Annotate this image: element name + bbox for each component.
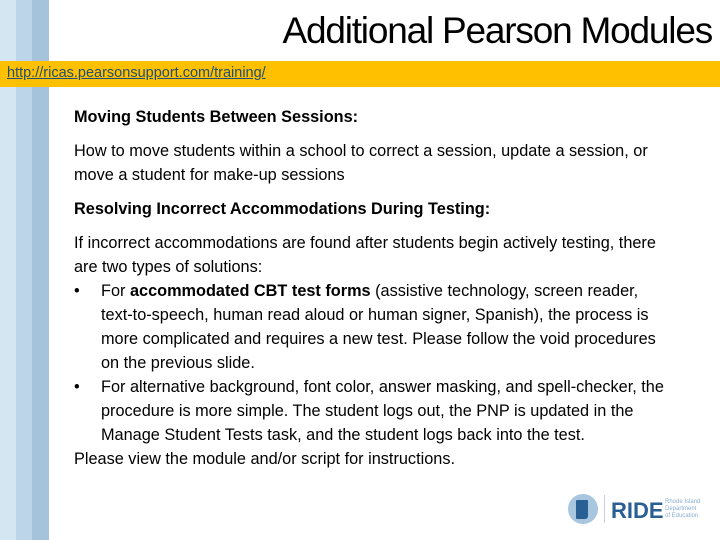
- bullet-icon: •: [74, 282, 80, 300]
- rhode-island-icon: [568, 494, 598, 524]
- bullet-item: • For accommodated CBT test forms (assistive technology, screen reader, text-to-speech, human read aloud or human signer, Spanish), the process is more complicated and requires a new test. Please follow the void procedures on the previous slide.: [74, 279, 674, 375]
- closing-text: Please view the module and/or script for instructions.: [74, 450, 455, 468]
- training-link[interactable]: http://ricas.pearsonsupport.com/training/: [7, 65, 266, 81]
- slide-content: [74, 105, 674, 471]
- ride-logo: RIDE Rhode Island Department of Education: [568, 493, 718, 527]
- bullet-icon: •: [74, 378, 80, 396]
- section1-body: How to move students within a school to correct a session, update a session, or move a student for make-up sessions: [74, 142, 648, 184]
- section2-intro: If incorrect accommodations are found after students begin actively testing, there are two types of solutions:: [74, 234, 656, 276]
- bullet-item: • For alternative background, font color, answer masking, and spell-checker, the procedure is more simple. The student logs out, the PNP is updated in the Manage Student Tests task, and the student logs back into the test.: [74, 375, 674, 447]
- section1-heading: Moving Students Between Sessions:: [74, 108, 359, 126]
- section2-heading: Resolving Incorrect Accommodations During Testing:: [74, 200, 491, 218]
- slide-title: Additional Pearson Modules: [282, 10, 712, 51]
